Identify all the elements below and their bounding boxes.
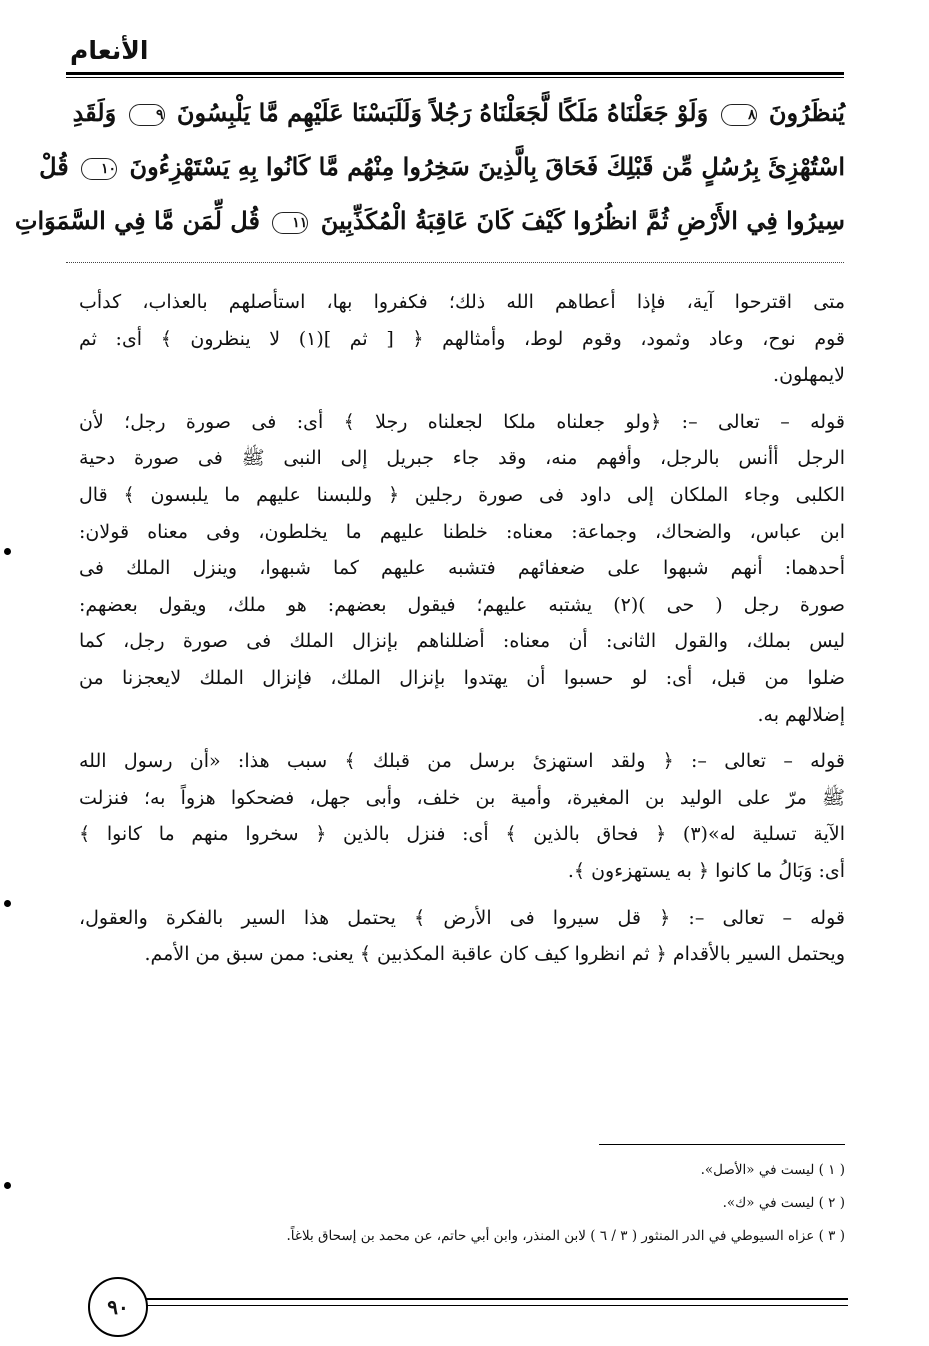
text-line: ابن عباس، والضحاك، وجماعة: معناه: خلطنا عليهم ما يخلطون، وفى معناه قولان: (79, 520, 845, 543)
text-line: قوله – تعالى –: ﴿ قل سيروا فى الأرض ﴾ يحتمل هذا السير بالفكرة والعقول، (79, 906, 845, 929)
text-line: ضلوا من قبل، أى: لو حسبوا أن يهتدوا بإنزال الملك، فإنزال الملك لايعجزنا من (79, 666, 845, 689)
verse-line (14, 194, 845, 248)
verse-text: وَلَقَدِ (72, 98, 117, 127)
commentary-body (79, 284, 845, 973)
paragraph-gap (79, 733, 845, 743)
header-rule (66, 72, 844, 75)
ayah-number-marker: ٨ (721, 104, 757, 126)
footnote: ( ١ ) ليست في «الأصل». (700, 1162, 845, 1178)
paragraph-gap (79, 890, 845, 900)
text-line: أى: وَبَالُ ما كانوا ﴿ به يستهزءون ﴾. (567, 859, 845, 882)
footnote: ( ٣ ) عزاه السيوطي في الدر المنثور ( ٣ / ٦ ) لابن المنذر، وابن أبي حاتم، عن محمد بن إسحاق بلاغاً. (286, 1228, 845, 1244)
footnote-rule (599, 1144, 845, 1145)
text-line: قوله – تعالى –: ﴿ولو جعلناه ملكا لجعلناه رجلا ﴾ أى: فى صورة رجل؛ لأن (79, 410, 845, 433)
text-line: الرجل أأنس بالرجل، وأفهم منه، وقد جاء جبريل إلى النبى ﷺ فى صورة دحية (79, 447, 845, 470)
surah-title: الأنعام (70, 36, 149, 65)
text-line: أحدهما: أنهم شبهوا على ضعفائهم فتشبه عليهم كما شبهوا، وينزل الملك فى (79, 557, 845, 580)
text-line: الكلبى وجاء الملكان إلى داود فى صورة رجلين ﴿ وللبسنا عليهم ما يلبسون ﴾ قال (79, 483, 845, 506)
footnote: ( ٢ ) ليست في «ك». (722, 1195, 845, 1211)
verse-text: يُنظَرُونَ (768, 98, 845, 127)
paragraph-gap (79, 394, 845, 404)
footnotes (79, 1154, 845, 1253)
verses-divider (66, 262, 844, 263)
ayah-number-marker: ٩ (129, 104, 165, 126)
verse-text: اسْتُهْزِئَ بِرُسُلٍ مِّن قَبْلِكَ فَحَاقَ بِالَّذِينَ سَخِرُوا مِنْهُم مَّا كَانُوا بِهِ يَسْتَهْزِءُونَ (129, 152, 845, 181)
footer-rule (96, 1298, 848, 1300)
margin-dot (4, 548, 11, 555)
text-line: الآية تسلية له»(٣) ﴿ فحاق بالذين ﴾ أى: فنزل بالذين ﴿ سخروا منهم ما كانوا ﴾ (79, 823, 845, 846)
margin-dot (4, 900, 11, 907)
text-line: إضلالهم به. (757, 703, 845, 726)
text-line: صورة رجل ( حى )(٢) يشتبه عليهم؛ فيقول بعضهم: هو ملك، ويقول بعضهم: (79, 593, 845, 616)
verse-text: قُلْ (39, 152, 69, 181)
paragraph (79, 743, 845, 889)
page-number: ٩٠ (88, 1277, 148, 1337)
text-line: ليس بملك، والقول الثانى: أن معناه: أضللناهم بإنزال الملك فى صورة رجل، كما (79, 630, 845, 653)
text-line: متى اقترحوا آية، فإذا أعطاهم الله ذلك؛ فكفروا بها، استأصلهم بالعذاب، كدأب (79, 291, 845, 313)
verse-text: وَلَوْ جَعَلْنَاهُ مَلَكًا لَّجَعَلْنَاهُ رَجُلاً وَلَلَبَسْنَا عَلَيْهِم مَّا يَلْبِسُونَ (176, 98, 709, 127)
text-line: قوم نوح، وعاد وثمود، وقوم لوط، وأمثالهم ﴿ [ ثم ](١) لا ينظرون ﴾ أى: ثم (79, 327, 845, 350)
paragraph (79, 900, 845, 973)
ayah-number-marker: ١٠ (81, 158, 117, 180)
margin-dot (4, 1182, 11, 1189)
ayah-number-marker: ١١ (272, 212, 308, 234)
verse-line (39, 140, 845, 194)
footer-rule-thin (96, 1305, 848, 1306)
paragraph (79, 404, 845, 733)
text-line: ﷺ مرّ على الوليد بن المغيرة، وأمية بن خلف، وأبى جهل، فضحكوا هزواً به؛ فنزلت (79, 786, 845, 809)
paragraph (79, 284, 845, 394)
header-rule-thin (66, 77, 844, 78)
verse-text: قُل لِّمَن مَّا فِي السَّمَوَاتِ (14, 206, 260, 235)
text-line: لايمهلون. (773, 364, 845, 387)
verse-text: سِيرُوا فِي الأَرْضِ ثُمَّ انظُرُوا كَيْفَ كَانَ عَاقِبَةُ الْمُكَذِّبِينَ (320, 206, 845, 235)
text-line: ويحتمل السير بالأقدام ﴿ ثم انظروا كيف كان عاقبة المكذبين ﴾ يعنى: ممن سبق من الأمم. (144, 943, 845, 966)
text-line: قوله – تعالى –: ﴿ ولقد استهزئ برسل من قبلك ﴾ سبب هذا: «أن رسول الله (79, 750, 845, 773)
quran-verses (14, 86, 845, 248)
verse-line (72, 86, 845, 140)
